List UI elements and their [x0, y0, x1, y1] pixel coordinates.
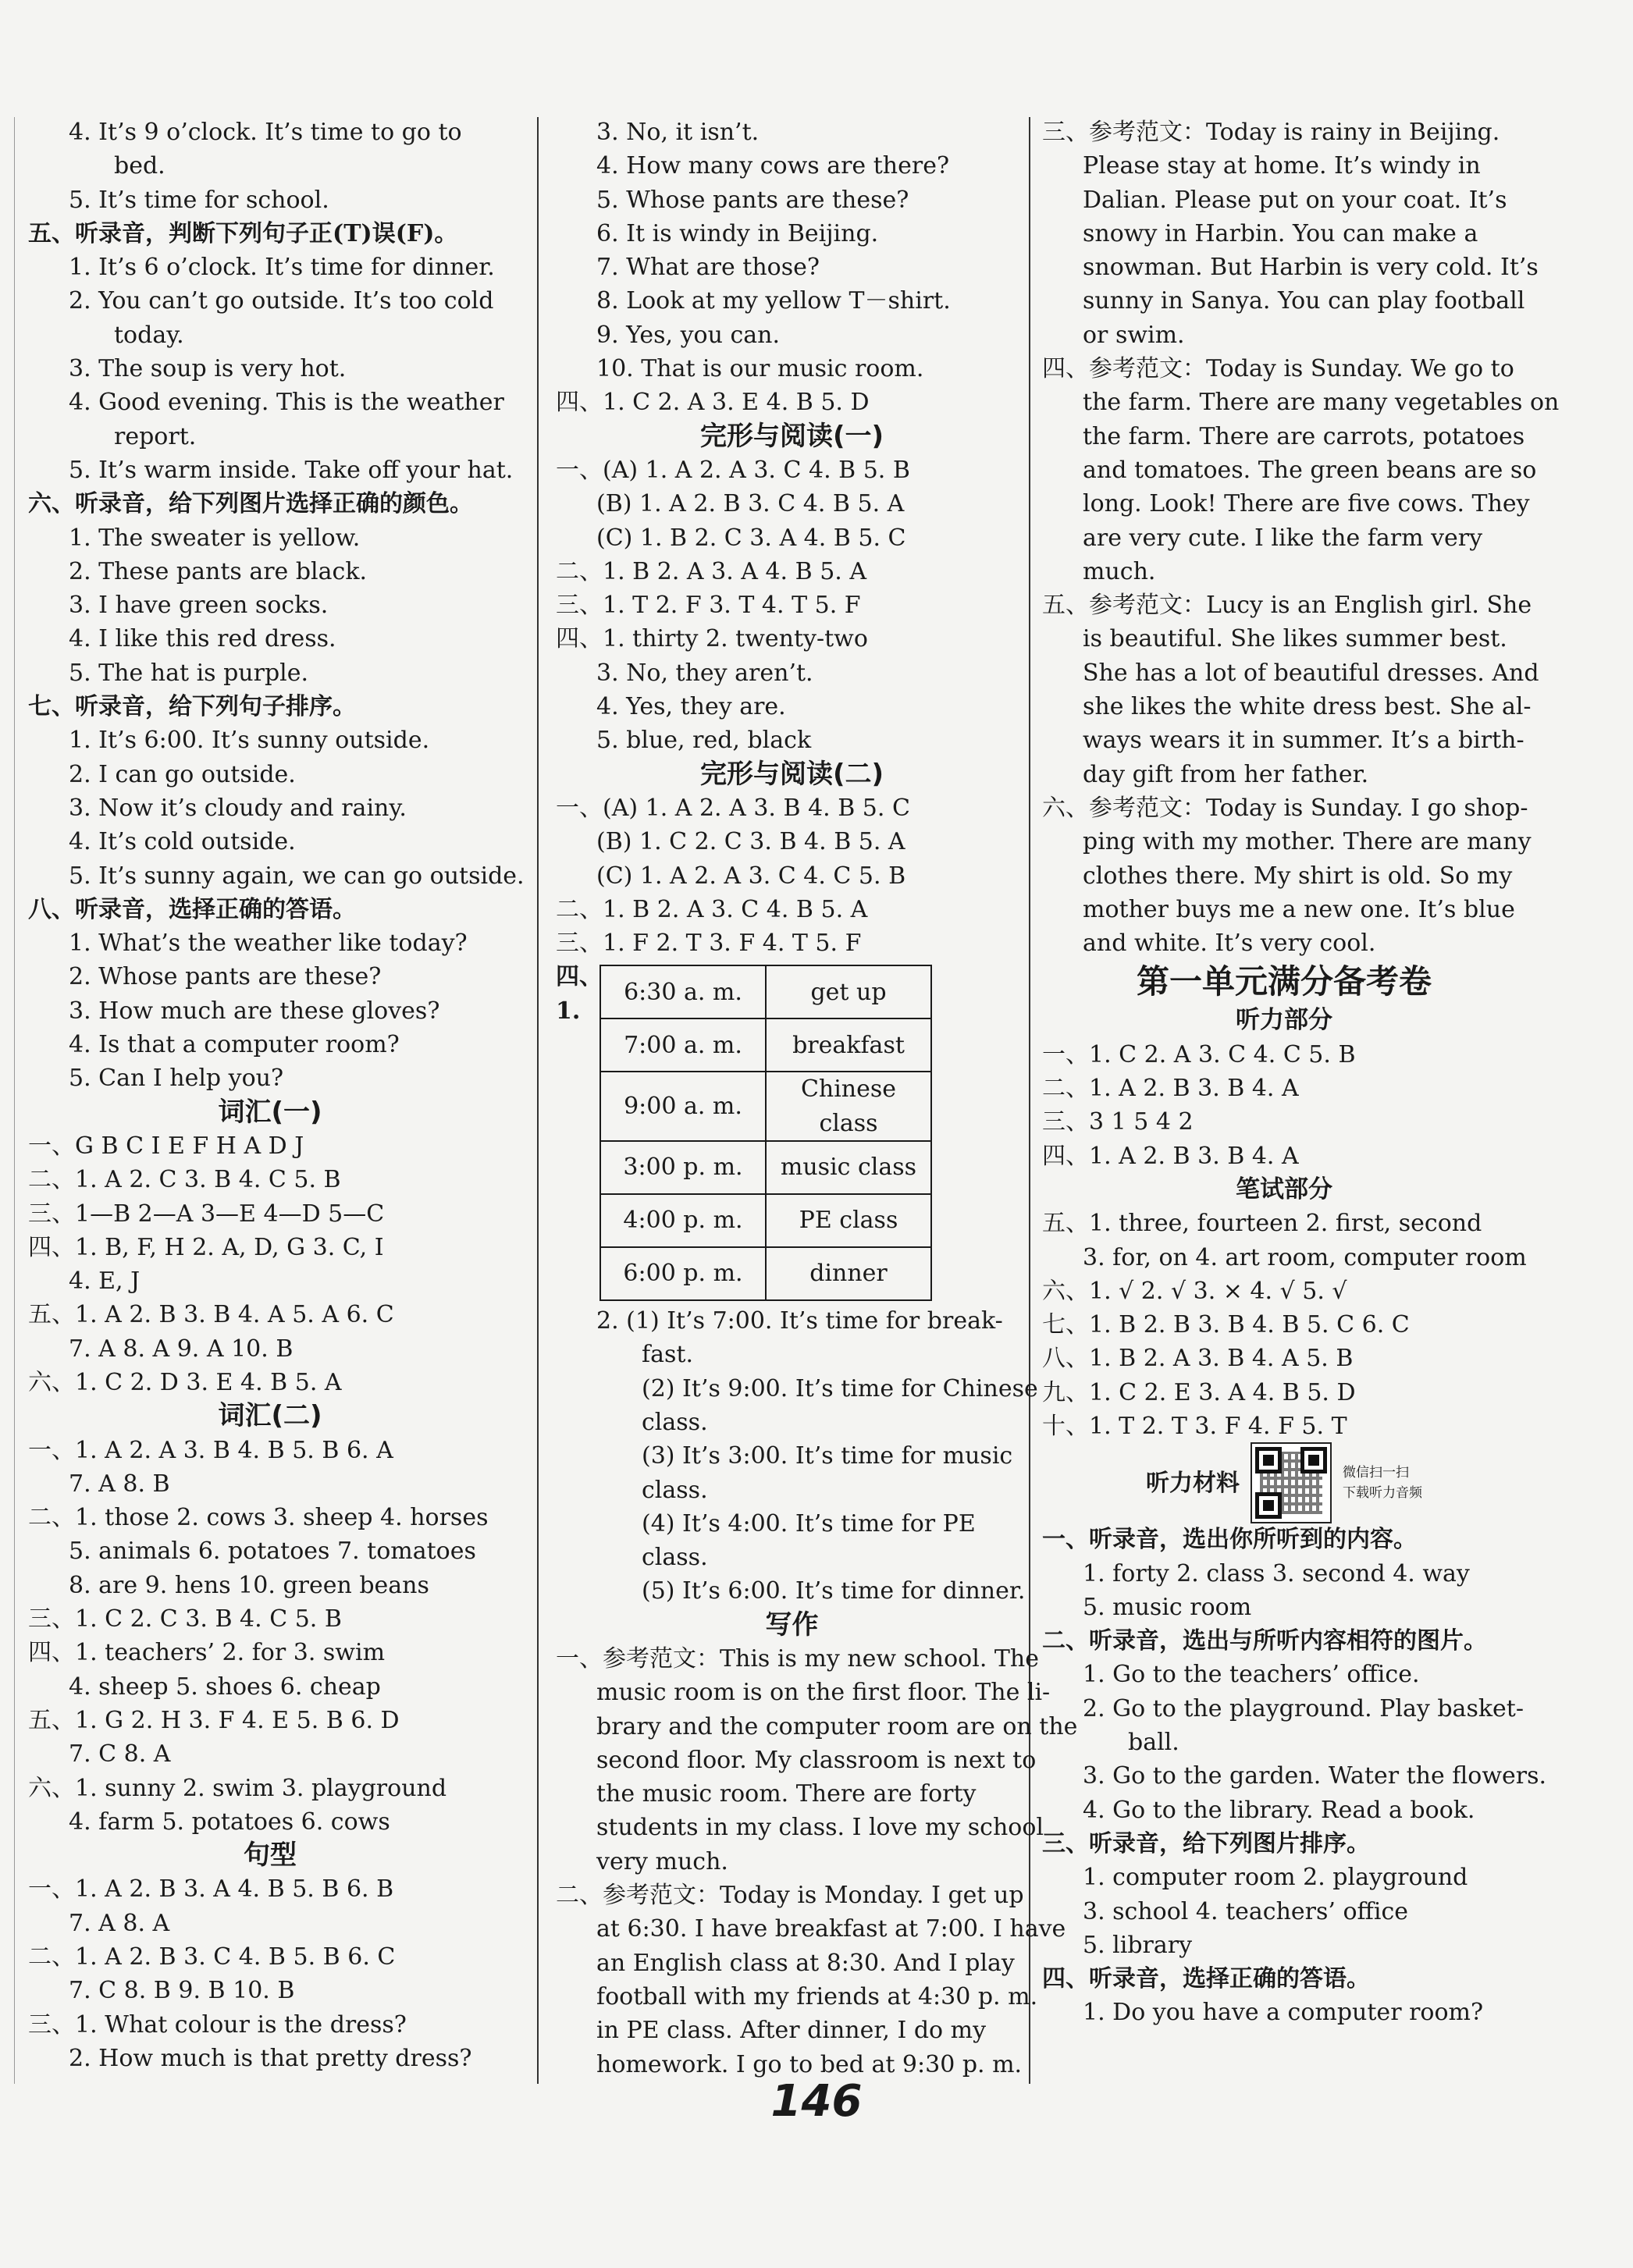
text-line: 四、听录音，选择正确的答语。: [1042, 1965, 1370, 1993]
text-line: 4. How many cows are there?: [596, 152, 950, 180]
scan-line-2: 下载听力音频: [1343, 1485, 1422, 1502]
text-line: 7. What are those?: [596, 254, 820, 282]
audio-material-label: 听力材料: [1146, 1469, 1240, 1497]
text-line: 5. It’s warm inside. Take off your hat.: [69, 456, 514, 484]
text-line: 4. farm 5. potatoes 6. cows: [69, 1808, 390, 1836]
text-line: 7. A 8. A 9. A 10. B: [69, 1335, 294, 1363]
text-line: (2) It’s 9:00. It’s time for Chinese: [642, 1374, 1038, 1402]
text-line: or swim.: [1083, 321, 1185, 349]
text-line: 一、1. A 2. B 3. A 4. B 5. B 6. B: [28, 1875, 394, 1904]
text-line: in PE class. After dinner, I do my: [596, 2017, 987, 2045]
text-line: 三、参考范文：Today is rainy in Beijing.: [1042, 119, 1500, 146]
text-line: 2. Whose pants are these?: [69, 963, 382, 991]
text-line: fast.: [642, 1341, 693, 1369]
schedule-activity: Chinese class: [766, 1072, 931, 1141]
text-line: 5. It’s sunny again, we can go outside.: [69, 862, 525, 890]
text-line: 一、G B C I E F H A D J: [28, 1132, 304, 1160]
text-line: 5. animals 6. potatoes 7. tomatoes: [69, 1537, 476, 1566]
section-heading: 第一单元满分备考卷: [1136, 962, 1432, 1001]
text-line: 三、1—B 2—A 3—E 4—D 5—C: [28, 1200, 385, 1228]
text-line: 一、(A) 1. A 2. A 3. B 4. B 5. C: [556, 794, 910, 822]
schedule-activity: dinner: [766, 1247, 931, 1300]
text-line: 二、1. A 2. C 3. B 4. C 5. B: [28, 1166, 341, 1194]
text-line: 八、1. B 2. A 3. B 4. A 5. B: [1042, 1345, 1354, 1373]
text-line: 6. It is windy in Beijing.: [596, 219, 879, 247]
text-line: 3. The soup is very hot.: [69, 355, 347, 383]
text-line: 五、1. three, fourteen 2. first, second: [1042, 1210, 1482, 1238]
text-line: 二、1. B 2. A 3. A 4. B 5. A: [556, 557, 867, 585]
text-line: 2. These pants are black.: [69, 557, 368, 585]
schedule-time: 4:00 p. m.: [600, 1194, 766, 1247]
text-line: (B) 1. A 2. B 3. C 4. B 5. A: [596, 490, 905, 518]
text-line: 7. A 8. B: [69, 1470, 170, 1498]
text-line: 5. blue, red, black: [596, 727, 812, 755]
text-line: she likes the white dress best. She al-: [1083, 693, 1532, 721]
scan-instruction: [1343, 1463, 1422, 1503]
text-line: 三、3 1 5 4 2: [1042, 1108, 1194, 1136]
text-line: 4. It’s cold outside.: [69, 828, 296, 856]
text-line: 二、听录音，选出与所听内容相符的图片。: [1042, 1627, 1487, 1655]
text-line: 一、参考范文：This is my new school. The: [556, 1644, 1039, 1673]
text-line: 3. No, they aren’t.: [596, 659, 813, 687]
text-line: 四、1. B, F, H 2. A, D, G 3. C, I: [28, 1233, 384, 1261]
text-line: 四、1. thirty 2. twenty-two: [556, 625, 868, 653]
text-line: 2. You can’t go outside. It’s too cold: [69, 287, 494, 315]
text-line: 3. Now it’s cloudy and rainy.: [69, 794, 407, 822]
schedule-row: [600, 965, 931, 1018]
text-line: 五、参考范文：Lucy is an English girl. She: [1042, 592, 1532, 620]
text-line: 1. It’s 6:00. It’s sunny outside.: [69, 727, 430, 755]
text-line: 六、1. √ 2. √ 3. × 4. √ 5. √: [1042, 1277, 1347, 1305]
column-3: [1042, 116, 1560, 2030]
text-line: 1. What’s the weather like today?: [69, 930, 468, 958]
schedule-activity: music class: [766, 1141, 931, 1194]
text-line: today.: [114, 321, 184, 349]
text-line: 2. Go to the playground. Play basket-: [1083, 1694, 1524, 1722]
text-line: football with my friends at 4:30 p. m.: [596, 1982, 1038, 2010]
text-line: 二、1. A 2. B 3. C 4. B 5. B 6. C: [28, 1943, 396, 1971]
text-line: 10. That is our music room.: [596, 355, 924, 383]
text-line: 4. Is that a computer room?: [69, 1031, 400, 1059]
column-divider-2: [1029, 117, 1030, 2084]
text-line: 五、1. A 2. B 3. B 4. A 5. A 6. C: [28, 1301, 394, 1329]
text-line: 二、参考范文：Today is Monday. I get up: [556, 1882, 1024, 1910]
schedule-time: 3:00 p. m.: [600, 1141, 766, 1194]
schedule-time: 6:30 a. m.: [600, 965, 766, 1018]
text-line: (5) It’s 6:00. It’s time for dinner.: [642, 1577, 1026, 1605]
text-line: 二、1. those 2. cows 3. sheep 4. horses: [28, 1504, 489, 1532]
text-line: 六、1. sunny 2. swim 3. playground: [28, 1774, 447, 1802]
text-line: (3) It’s 3:00. It’s time for music: [642, 1442, 1013, 1470]
text-line: 1. Do you have a computer room?: [1083, 1999, 1484, 2027]
column-divider-1: [537, 117, 539, 2084]
section-heading: 词汇(二): [218, 1400, 322, 1432]
schedule-activity: get up: [766, 965, 931, 1018]
text-line: 五、听录音，判断下列句子正(T)误(F)。: [28, 219, 458, 247]
text-line: 4. I like this red dress.: [69, 625, 336, 653]
schedule-row: [600, 1072, 931, 1141]
text-line: students in my class. I love my school: [596, 1814, 1044, 1842]
section-heading: 笔试部分: [1236, 1175, 1332, 1203]
text-line: the farm. There are carrots, potatoes: [1083, 422, 1525, 450]
text-line: 1. Go to the teachers’ office.: [1083, 1661, 1420, 1689]
text-line: 5. It’s time for school.: [69, 186, 329, 214]
text-line: 7. C 8. B 9. B 10. B: [69, 1977, 295, 2005]
text-line: 4. It’s 9 o’clock. It’s time to go to: [69, 119, 462, 146]
text-line: 五、1. G 2. H 3. F 4. E 5. B 6. D: [28, 1706, 400, 1734]
text-line: class.: [642, 1544, 708, 1572]
text-line: (B) 1. C 2. C 3. B 4. B 5. A: [596, 828, 905, 856]
text-line: (C) 1. A 2. A 3. C 4. C 5. B: [596, 862, 906, 890]
text-line: 1. The sweater is yellow.: [69, 524, 361, 552]
text-line: 七、1. B 2. B 3. B 4. B 5. C 6. C: [1042, 1311, 1410, 1339]
text-line: 十、1. T 2. T 3. F 4. F 5. T: [1042, 1412, 1347, 1440]
text-line: 三、1. T 2. F 3. T 4. T 5. F: [556, 592, 861, 620]
section-heading: 句型: [244, 1840, 297, 1872]
text-line: 三、1. C 2. C 3. B 4. C 5. B: [28, 1605, 342, 1633]
schedule-time: 6:00 p. m.: [600, 1247, 766, 1300]
text-line: at 6:30. I have breakfast at 7:00. I have: [596, 1915, 1066, 1943]
text-line: long. Look! There are five cows. They: [1083, 490, 1530, 518]
section-heading: 词汇(一): [218, 1096, 322, 1128]
schedule-activity: breakfast: [766, 1018, 931, 1072]
text-line: Please stay at home. It’s windy in: [1083, 152, 1481, 180]
text-line: snowman. But Harbin is very cold. It’s: [1083, 254, 1539, 282]
text-line: 九、1. C 2. E 3. A 4. B 5. D: [1042, 1378, 1356, 1406]
text-line: second floor. My classroom is next to: [596, 1746, 1037, 1774]
text-line: 5. Whose pants are these?: [596, 186, 909, 214]
text-line: 一、(A) 1. A 2. A 3. C 4. B 5. B: [556, 456, 910, 484]
text-line: 5. library: [1083, 1931, 1193, 1959]
text-line: the farm. There are many vegetables on: [1083, 389, 1560, 417]
text-line: clothes there. My shirt is old. So my: [1083, 862, 1513, 890]
section-heading: 写作: [765, 1609, 819, 1641]
column-1: [28, 116, 525, 2075]
text-line: music room is on the first floor. The li-: [596, 1679, 1051, 1707]
schedule-label: 四、1.: [556, 963, 603, 1025]
text-line: 5. The hat is purple.: [69, 659, 309, 687]
text-line: 三、听录音，给下列图片排序。: [1042, 1829, 1370, 1857]
text-line: 3. Go to the garden. Water the flowers.: [1083, 1762, 1547, 1790]
text-line: 一、1. C 2. A 3. C 4. C 5. B: [1042, 1040, 1356, 1068]
text-line: 八、听录音，选择正确的答语。: [28, 895, 356, 923]
text-line: is beautiful. She likes summer best.: [1083, 625, 1507, 653]
column-2-lines-top: [556, 116, 1028, 960]
text-line: ways wears it in summer. It’s a birth-: [1083, 727, 1524, 755]
schedule-time: 9:00 a. m.: [600, 1072, 766, 1141]
text-line: are very cute. I like the farm very: [1083, 524, 1483, 552]
text-line: 5. music room: [1083, 1593, 1252, 1621]
audio-material-banner: [1042, 1448, 1526, 1518]
text-line: much.: [1083, 557, 1156, 585]
text-line: an English class at 8:30. And I play: [596, 1949, 1015, 1977]
text-line: the music room. There are forty: [596, 1780, 977, 1808]
text-line: 3. I have green socks.: [69, 592, 329, 620]
column-1-lines: [28, 116, 525, 2075]
text-line: She has a lot of beautiful dresses. And: [1083, 659, 1539, 687]
page-number: 146: [770, 2076, 863, 2127]
text-line: 5. Can I help you?: [69, 1065, 284, 1093]
text-line: (4) It’s 4:00. It’s time for PE: [642, 1509, 976, 1537]
text-line: 四、参考范文：Today is Sunday. We go to: [1042, 355, 1514, 383]
text-line: 3. No, it isn’t.: [596, 119, 760, 146]
text-line: 一、1. A 2. A 3. B 4. B 5. B 6. A: [28, 1436, 393, 1464]
text-line: 1. It’s 6 o’clock. It’s time for dinner.: [69, 254, 495, 282]
text-line: sunny in Sanya. You can play football: [1083, 287, 1525, 315]
text-line: 三、1. F 2. T 3. F 4. T 5. F: [556, 930, 862, 958]
schedule-row: [600, 1141, 931, 1194]
text-line: 六、1. C 2. D 3. E 4. B 5. A: [28, 1368, 342, 1396]
text-line: 六、听录音，给下列图片选择正确的颜色。: [28, 490, 473, 518]
text-line: 2. How much is that pretty dress?: [69, 2044, 472, 2072]
text-line: class.: [642, 1476, 708, 1504]
text-line: 2. (1) It’s 7:00. It’s time for break-: [596, 1307, 1003, 1335]
text-line: 3. school 4. teachers’ office: [1083, 1897, 1408, 1925]
text-line: mother buys me a new one. It’s blue: [1083, 895, 1515, 923]
text-line: 3. How much are these gloves?: [69, 997, 440, 1025]
schedule-time: 7:00 a. m.: [600, 1018, 766, 1072]
text-line: 3. for, on 4. art room, computer room: [1083, 1243, 1527, 1271]
text-line: 1. forty 2. class 3. second 4. way: [1083, 1559, 1470, 1587]
text-line: 4. sheep 5. shoes 6. cheap: [69, 1673, 381, 1701]
text-line: 9. Yes, you can.: [596, 321, 780, 349]
section-heading: 完形与阅读(一): [699, 420, 884, 452]
schedule-row: [600, 1194, 931, 1247]
text-line: 四、1. C 2. A 3. E 4. B 5. D: [556, 389, 870, 417]
text-line: 8. Look at my yellow T－shirt.: [596, 287, 951, 315]
text-line: 三、1. What colour is the dress?: [28, 2010, 407, 2039]
text-line: day gift from her father.: [1083, 760, 1369, 788]
text-line: bed.: [114, 152, 165, 180]
text-line: 七、听录音，给下列句子排序。: [28, 693, 356, 721]
column-3-lines-bottom: [1042, 1523, 1547, 2029]
section-heading: 听力部分: [1236, 1006, 1332, 1035]
text-line: 4. Go to the library. Read a book.: [1083, 1796, 1475, 1824]
text-line: 1. computer room 2. playground: [1083, 1864, 1468, 1892]
text-line: 二、1. A 2. B 3. B 4. A: [1042, 1075, 1299, 1103]
text-line: 8. are 9. hens 10. green beans: [69, 1571, 429, 1599]
text-line: 4. Good evening. This is the weather: [69, 389, 504, 417]
text-line: very much.: [596, 1847, 728, 1875]
schedule-row: [600, 1018, 931, 1072]
text-line: and tomatoes. The green beans are so: [1083, 456, 1537, 484]
schedule-row: [600, 1247, 931, 1300]
schedule-block: [556, 960, 1028, 1304]
text-line: homework. I go to bed at 9:30 p. m.: [596, 2050, 1023, 2078]
page-edge: [14, 117, 15, 2084]
text-line: 一、听录音，选出你所听到的内容。: [1042, 1526, 1417, 1554]
column-2: [556, 116, 1078, 2081]
text-line: 7. A 8. A: [69, 1909, 170, 1937]
text-line: snowy in Harbin. You can make a: [1083, 219, 1478, 247]
schedule-table: [599, 965, 932, 1301]
text-line: class.: [642, 1408, 708, 1436]
column-2-lines-bottom: [556, 1304, 1078, 2081]
column-3-lines-top: [1042, 116, 1560, 1443]
text-line: 四、1. teachers’ 2. for 3. swim: [28, 1639, 386, 1667]
text-line: 六、参考范文：Today is Sunday. I go shop-: [1042, 794, 1528, 822]
text-line: (C) 1. B 2. C 3. A 4. B 5. C: [596, 524, 906, 552]
text-line: 四、1. A 2. B 3. B 4. A: [1042, 1142, 1299, 1170]
text-line: 7. C 8. A: [69, 1740, 171, 1769]
text-line: report.: [114, 422, 197, 450]
section-heading: 完形与阅读(二): [699, 758, 884, 790]
text-line: ping with my mother. There are many: [1083, 828, 1532, 856]
scan-line-1: 微信扫一扫: [1343, 1465, 1409, 1481]
schedule-activity: PE class: [766, 1194, 931, 1247]
text-line: 4. E, J: [69, 1267, 141, 1296]
text-line: brary and the computer room are on the: [596, 1712, 1078, 1740]
text-line: 4. Yes, they are.: [596, 693, 786, 721]
text-line: ball.: [1128, 1729, 1179, 1757]
text-line: 二、1. B 2. A 3. C 4. B 5. A: [556, 895, 868, 923]
text-line: and white. It’s very cool.: [1083, 930, 1376, 958]
text-line: 2. I can go outside.: [69, 760, 296, 788]
qr-code-icon[interactable]: [1251, 1442, 1332, 1523]
text-line: Dalian. Please put on your coat. It’s: [1083, 186, 1507, 214]
